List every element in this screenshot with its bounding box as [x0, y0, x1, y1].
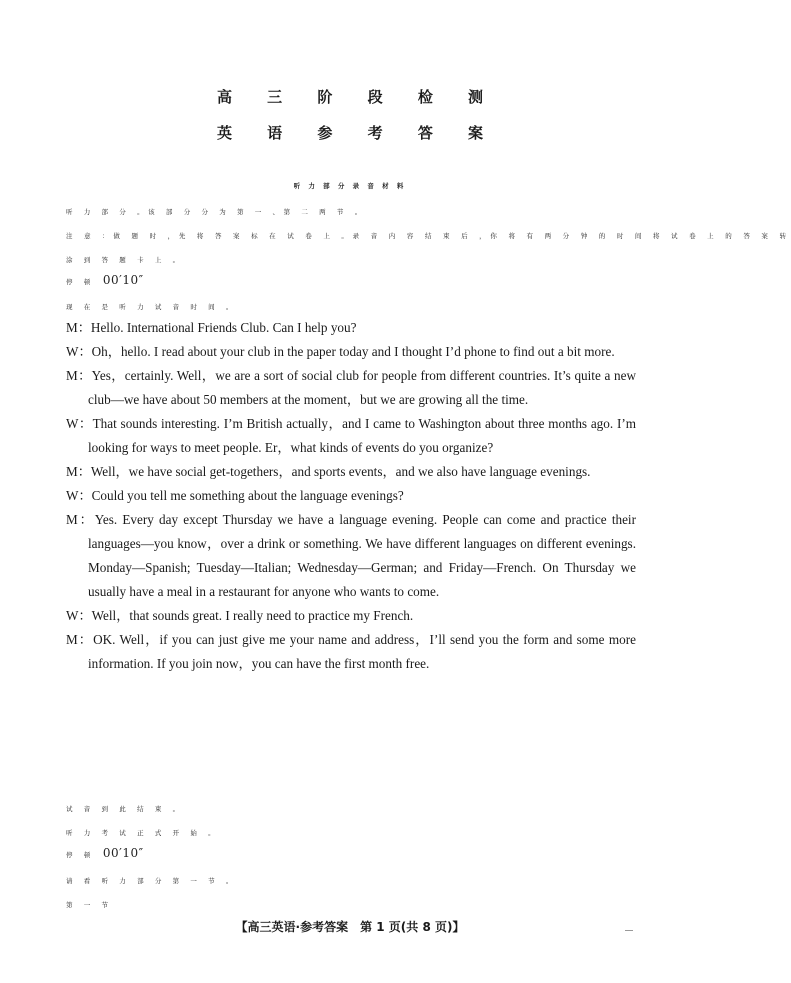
pause-value: 00′10″	[102, 846, 144, 860]
speaker-label: M：	[66, 632, 94, 647]
speaker-label: M：	[66, 320, 91, 335]
speaker-label: M：	[66, 464, 91, 479]
outro-line-2: 听 力 考 试 正 式 开 始 。	[66, 829, 220, 837]
pause-value: 00′10″	[102, 273, 144, 287]
turn-text: Could you tell me something about the language evenings?	[91, 488, 404, 503]
dialogue-turn	[66, 364, 636, 412]
turn-text: Yes. Every day except Thursday we have a language evening. People can come and practice their languages—you know，over a drink or something. We have different languages on different evenings. Monday—Spanish; Tuesday—Italian; Wednesday—German; and Friday—French. On Thursday we usually have a meal in a restaurant for anyone who wants to come.	[88, 512, 636, 599]
outro-line-5: 第 一 节	[66, 901, 113, 909]
turn-text: Hello. International Friends Club. Can I help you?	[90, 320, 357, 335]
speaker-label: W：	[66, 488, 92, 503]
speaker-label: M：	[66, 512, 95, 527]
outro-line-1: 试 音 到 此 结 束 。	[66, 805, 184, 813]
corner-mark	[625, 930, 633, 931]
exam-title: 高 三 阶 段 检 测	[216, 88, 499, 106]
dialogue-turn	[66, 340, 636, 364]
turn-text: That sounds interesting. I’m British actually，and I came to Washington about three months ago. I’m looking for ways to meet people. Er，what kinds of events do you organize?	[88, 416, 636, 455]
speaker-label: W：	[66, 344, 92, 359]
turn-text: Oh，hello. I read about your club in the paper today and I thought I’d phone to find out a bit more.	[91, 344, 615, 359]
section-title: 听 力 部 分 录 音 材 料	[293, 182, 407, 190]
pause-label: 停 顿	[66, 851, 95, 859]
turn-text: Well，that sounds great. I really need to practice my French.	[91, 608, 414, 623]
speaker-label: W：	[66, 416, 93, 431]
intro-line-3: 涂 到 答 题 卡 上 。	[66, 256, 184, 264]
outro-line-4: 请 看 听 力 部 分 第 一 节 。	[66, 877, 237, 885]
pause-label: 停 顿	[66, 278, 95, 286]
turn-text: Yes，certainly. Well，we are a sort of social club for people from different countries. It’s quite a new club—we have about 50 members at the moment，but we are growing all the time.	[88, 368, 636, 407]
intro-line-2: 注 意 ：做 题 时 ，先 将 答 案 标 在 试 卷 上 。录 音 内 容 结 束 后 ，你 将 有 两 分 钟 的 时 间 将 试 卷 上 的 答 案 转	[66, 232, 791, 240]
dialogue-turn	[66, 460, 636, 484]
dialogue-turn	[66, 508, 636, 604]
dialogue-turn	[66, 412, 636, 460]
turn-text: OK. Well，if you can just give me your name and address，I’ll send you the form and some more information. If you join now，you can have the first month free.	[88, 632, 636, 671]
dialogue-turn	[66, 316, 636, 340]
answer-key-title: 英 语 参 考 答 案	[216, 124, 499, 142]
page-footer: 【高三英语·参考答案 第 1 页(共 8 页)】	[235, 920, 465, 934]
speaker-label: W：	[66, 608, 92, 623]
turn-text: Well，we have social get-togethers，and sports events，and we also have language evenings.	[90, 464, 591, 479]
pause-line-2	[66, 846, 144, 860]
dialogue-transcript	[66, 316, 636, 676]
dialogue-turn	[66, 604, 636, 628]
pause-line-1	[66, 273, 144, 287]
dialogue-turn	[66, 484, 636, 508]
speaker-label: M：	[66, 368, 92, 383]
intro-line-1: 听 力 部 分 。该 部 分 分 为 第 一 、第 二 两 节 。	[66, 208, 366, 216]
intro-line-5: 现 在 是 听 力 试 音 时 间 。	[66, 303, 237, 311]
dialogue-turn	[66, 628, 636, 676]
